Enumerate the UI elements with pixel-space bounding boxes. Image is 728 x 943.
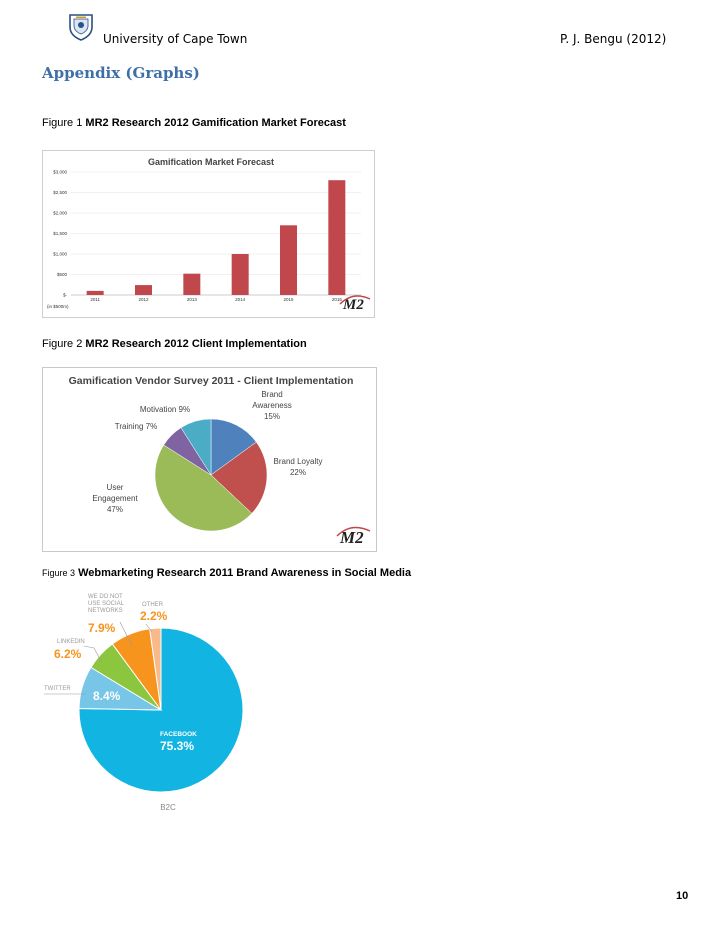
figure-1-caption	[42, 117, 346, 129]
pie3-label-twitter: TWITTER	[44, 686, 71, 692]
bar-ytick-label: $3,000	[53, 169, 67, 175]
bar-2012	[135, 285, 152, 295]
bar-xtick-label: 2013	[186, 297, 197, 302]
bar-ytick-label: $1,000	[53, 251, 67, 257]
figure-2-chart	[42, 367, 377, 552]
pie2-label-2: User Engagement 47%	[92, 483, 138, 514]
pie3-label-linkedin: LINKEDIN	[57, 639, 85, 645]
svg-text:M2: M2	[343, 297, 364, 313]
page-number: 10	[676, 890, 689, 902]
bar-2015	[280, 225, 297, 295]
bar-2014	[232, 254, 249, 295]
bar-ytick-label: $1,500	[53, 231, 67, 236]
pie2-label-0: Brand Awareness 15%	[252, 390, 292, 421]
pie2-label-3: Training 7%	[114, 422, 158, 431]
pie3-value-linkedin: 6.2%	[54, 647, 82, 661]
pie3-value-facebook: 75.3%	[160, 739, 195, 753]
pie2-title: Gamification Vendor Survey 2011 - Client Implementation	[68, 375, 354, 387]
page-title: Appendix (Graphs)	[42, 64, 200, 82]
pie2-label-1: Brand Loyalty 22%	[273, 457, 323, 477]
bar-ytick-label: $-	[62, 292, 67, 298]
figure-1-title: MR2 Research 2012 Gamification Market Forecast	[85, 117, 346, 129]
pie3-value-no-social: 7.9%	[88, 621, 116, 635]
figure-3-label: Figure 3	[42, 568, 76, 578]
m2-logo	[340, 296, 370, 313]
bar-xtick-label: 2015	[283, 297, 294, 302]
figure-3-caption	[42, 567, 411, 579]
pie3-label-facebook: FACEBOOK	[160, 731, 197, 738]
pie3-footer: B2C	[160, 803, 176, 812]
bar-2013	[183, 274, 200, 295]
bar-2016	[328, 180, 345, 295]
bar-ytick-label: $2,500	[53, 190, 67, 195]
bar-xtick-label: 2014	[235, 297, 246, 302]
figure-3-chart	[38, 588, 298, 818]
pie3-value-twitter: 8.4%	[93, 689, 121, 703]
figure-2-label: Figure 2	[42, 338, 83, 350]
bar-xtick-label: 2012	[138, 297, 149, 302]
bar-2011	[87, 291, 104, 295]
m2-logo	[337, 527, 370, 547]
university-crest-logo	[68, 13, 94, 41]
pie2-label-4: Motivation 9%	[139, 405, 191, 414]
pie3-value-other: 2.2%	[140, 609, 168, 623]
pie3-label-other: OTHER	[142, 602, 163, 608]
bar-ytick-label: $2,000	[53, 210, 67, 216]
header-university: University of Cape Town	[103, 32, 248, 46]
pie-chart-3-svg	[38, 588, 298, 818]
figure-2-title: MR2 Research 2012 Client Implementation	[85, 338, 307, 350]
svg-text:M2: M2	[340, 528, 364, 547]
pie-chart-2-svg	[43, 368, 376, 551]
figure-2-caption	[42, 338, 307, 350]
bar-xtick-label: 2016	[331, 297, 342, 302]
bar-ytick-label: $500	[56, 272, 67, 277]
figure-3-title: Webmarketing Research 2011 Brand Awareness in Social Media	[78, 567, 412, 579]
bar-chart-title: Gamification Market Forecast	[147, 157, 275, 167]
bar-xtick-label: 2011	[90, 297, 101, 302]
header-author: P. J. Bengu (2012)	[560, 32, 667, 46]
bar-chart-ylabel: (in $500m)	[47, 304, 69, 309]
figure-1-label: Figure 1	[42, 117, 83, 129]
figure-1-chart	[42, 150, 375, 318]
bar-chart-svg	[43, 151, 374, 317]
pie3-label-no-social: WE DO NOT USE SOCIAL NETWORKS	[88, 594, 125, 614]
